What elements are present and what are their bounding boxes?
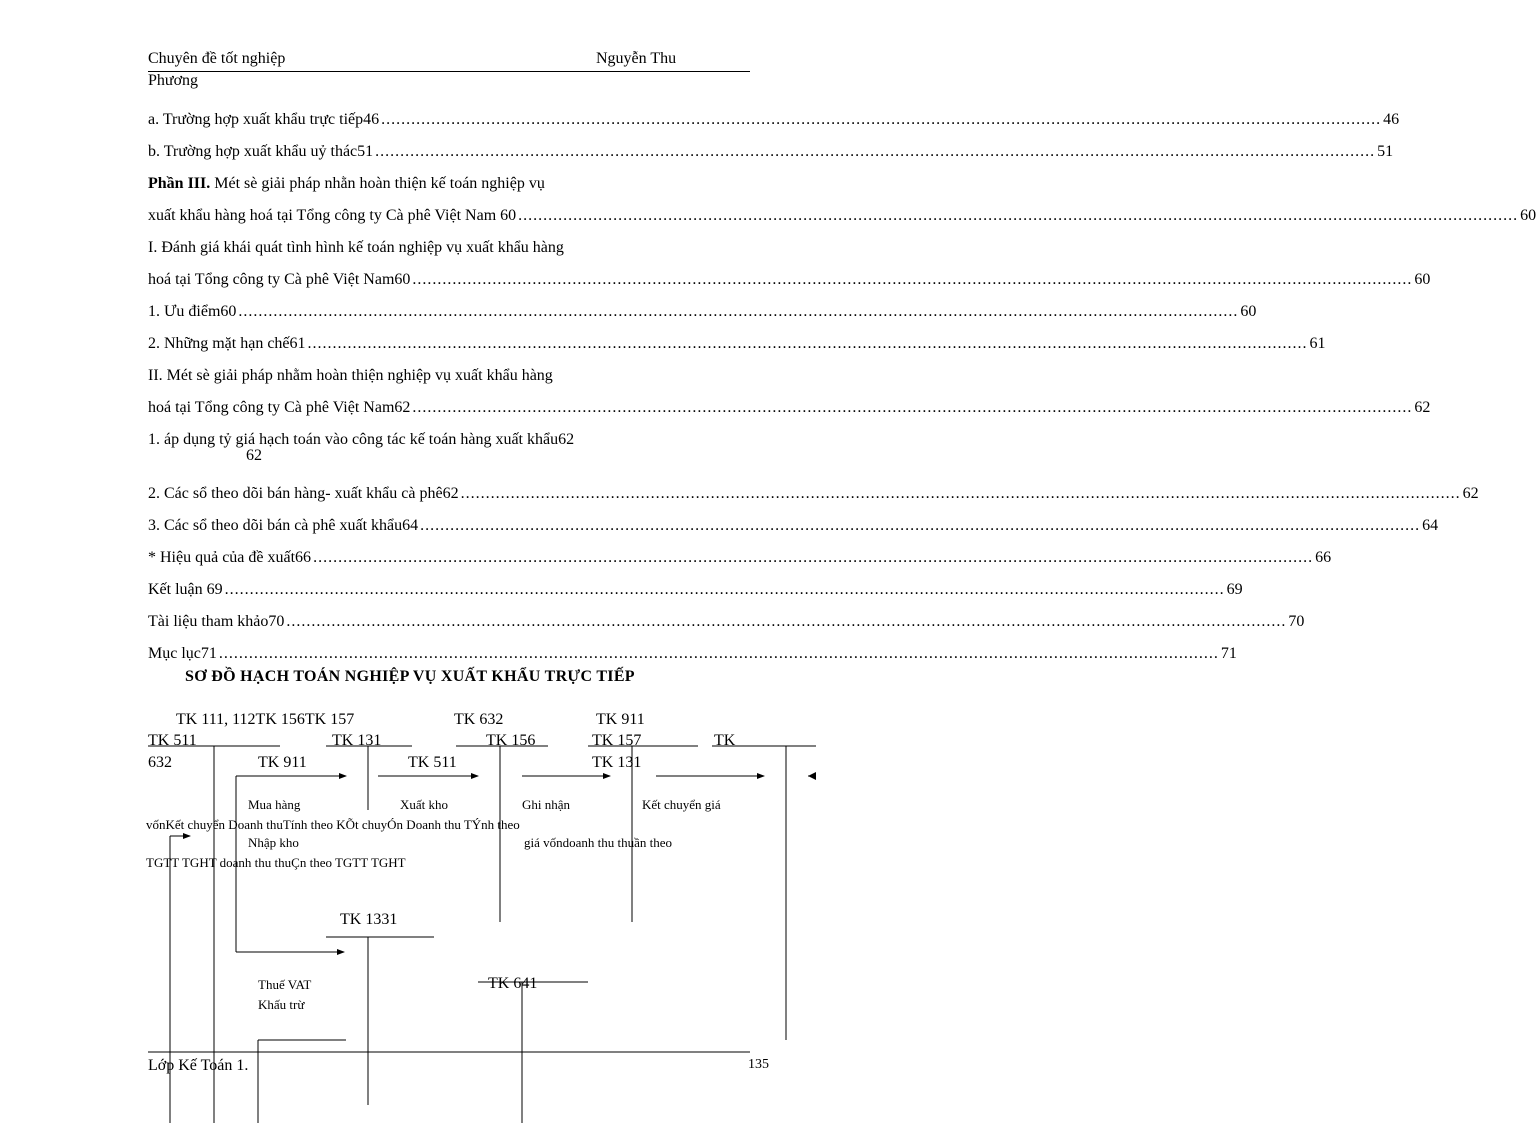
toc-leader-dots: ........................................................................................................................................................................................................ <box>375 143 1376 160</box>
toc-entry-label: Mét sè giải pháp nhằn hoàn thiện kế toán nghiệp vụ <box>210 175 545 192</box>
toc-leader-dots: ........................................................................................................................................................................................................ <box>307 335 1308 352</box>
toc-leader-dots: ........................................................................................................................................................................................................ <box>224 581 1225 598</box>
toc-page-number: 71 <box>1220 645 1237 662</box>
toc-entry-label: * Hiệu quả của đề xuất66 <box>148 549 312 566</box>
toc-entry-label: Tài liệu tham khảo70 <box>148 613 285 630</box>
note-line-2: vốnKết chuyển Doanh thuTính theo KÕt chuyÓn Doanh thu TÝnh theo <box>146 817 520 832</box>
toc-page-number: 69 <box>1226 581 1243 598</box>
note-line-4: TGTT TGHT doanh thu thuÇn theo TGTT TGHT <box>146 855 406 870</box>
toc-page-number: 61 <box>1309 335 1326 352</box>
note-nhap-kho: Nhập kho <box>248 835 299 850</box>
toc-page-number: 62 <box>1462 485 1479 502</box>
toc-entry-bold: Phần III. <box>148 175 211 192</box>
toc-entry-label: 2. Các sổ theo dõi bán hàng- xuất khẩu cà phê62 <box>148 485 459 502</box>
account-label-tk641: TK 641 <box>488 975 538 992</box>
toc-entry-label: xuất khẩu hàng hoá tại Tổng công ty Cà phê Việt Nam 60 <box>148 207 517 224</box>
note-ket-chuyen-gia: Kết chuyển giá <box>642 797 721 812</box>
account-label: TK <box>714 732 736 749</box>
toc-entry-label: 1. áp dụng tỷ giá hạch toán vào công tác kế toán hàng xuất khẩu62 <box>148 431 575 448</box>
toc-entry-label: b. Trường hợp xuất khẩu uỷ thác51 <box>148 143 374 160</box>
toc-wrapped-page: 62 <box>246 447 262 464</box>
toc-entry-label: 2. Những mặt hạn chế61 <box>148 335 306 352</box>
toc-entry-label: II. Mét sè giải pháp nhằm hoàn thiện nghiệp vụ xuất khẩu hàng <box>148 367 553 384</box>
account-label: TK 131 <box>592 754 642 771</box>
toc-entry-label: 1. Ưu điểm60 <box>148 303 237 320</box>
account-label: TK 911 <box>596 711 645 728</box>
toc-entry-label: I. Đánh giá khái quát tình hình kế toán nghiệp vụ xuất khẩu hàng <box>148 239 564 256</box>
toc-page-number: 70 <box>1288 613 1305 630</box>
toc-leader-dots: ........................................................................................................................................................................................................ <box>238 303 1239 320</box>
toc-page-number: 46 <box>1383 111 1400 128</box>
footer-page-number: 135 <box>748 1057 769 1072</box>
note-vat: Thuế VAT <box>258 977 312 992</box>
toc-entry-label: 3. Các sổ theo dõi bán cà phê xuất khẩu64 <box>148 517 419 534</box>
account-label: TK 632 <box>454 711 504 728</box>
footer-left: Lớp Kế Toán 1. <box>148 1057 249 1074</box>
note-xuat-kho: Xuất kho <box>400 797 449 812</box>
toc-leader-dots: ........................................................................................................................................................................................................ <box>218 645 1219 662</box>
note-line-3b: giá vốndoanh thu thuần theo <box>524 835 673 850</box>
toc-leader-dots: ........................................................................................................................................................................................................ <box>412 399 1413 416</box>
toc-page-number: 60 <box>1520 207 1536 224</box>
account-label: TK 911 <box>258 754 307 771</box>
note-ghi-nhan: Ghi nhận <box>522 797 571 812</box>
note-khau-tru: Khấu trừ <box>258 997 305 1012</box>
toc-entry-label: Mục lục71 <box>148 645 217 662</box>
toc-entry-label: hoá tại Tổng công ty Cà phê Việt Nam62 <box>148 399 411 416</box>
account-label: TK 511 <box>408 754 457 771</box>
toc-entry-label: Kết luận 69 <box>148 581 223 598</box>
account-label: TK 511 <box>148 732 197 749</box>
toc-page-number: 62 <box>1414 399 1431 416</box>
diagram-title: SƠ ĐỒ HẠCH TOÁN NGHIỆP VỤ XUẤT KHẨU TRỰC TIẾP <box>185 668 635 685</box>
toc-leader-dots: ........................................................................................................................................................................................................ <box>381 111 1382 128</box>
toc-page-number: 60 <box>1414 271 1431 288</box>
header-continuation: Phương <box>148 72 199 89</box>
toc-leader-dots: ........................................................................................................................................................................................................ <box>313 549 1314 566</box>
toc-page-number: 60 <box>1240 303 1257 320</box>
header-right: Nguyễn Thu <box>596 50 677 67</box>
arrowhead-left <box>808 772 816 780</box>
toc-page-number: 64 <box>1422 517 1439 534</box>
toc-leader-dots: ........................................................................................................................................................................................................ <box>286 613 1287 630</box>
account-label: TK 111, 112TK 156TK 157 <box>176 711 355 728</box>
account-label: TK 156 <box>486 732 536 749</box>
toc-page-number: 66 <box>1315 549 1332 566</box>
toc-entry-label: a. Trường hợp xuất khẩu trực tiếp46 <box>148 111 380 128</box>
account-label-tk1331: TK 1331 <box>340 911 398 928</box>
toc-leader-dots: ........................................................................................................................................................................................................ <box>518 207 1519 224</box>
header-left: Chuyên đề tốt nghiệp <box>148 50 286 67</box>
toc-entry-label: hoá tại Tổng công ty Cà phê Việt Nam60 <box>148 271 411 288</box>
toc-leader-dots: ........................................................................................................................................................................................................ <box>460 485 1461 502</box>
toc-leader-dots: ........................................................................................................................................................................................................ <box>420 517 1421 534</box>
toc-page-number: 51 <box>1377 143 1394 160</box>
account-label: TK 131 <box>332 732 382 749</box>
account-label: 632 <box>148 754 172 771</box>
note-mua-hang: Mua hàng <box>248 797 301 812</box>
account-label: TK 157 <box>592 732 642 749</box>
toc-leader-dots: ........................................................................................................................................................................................................ <box>412 271 1413 288</box>
